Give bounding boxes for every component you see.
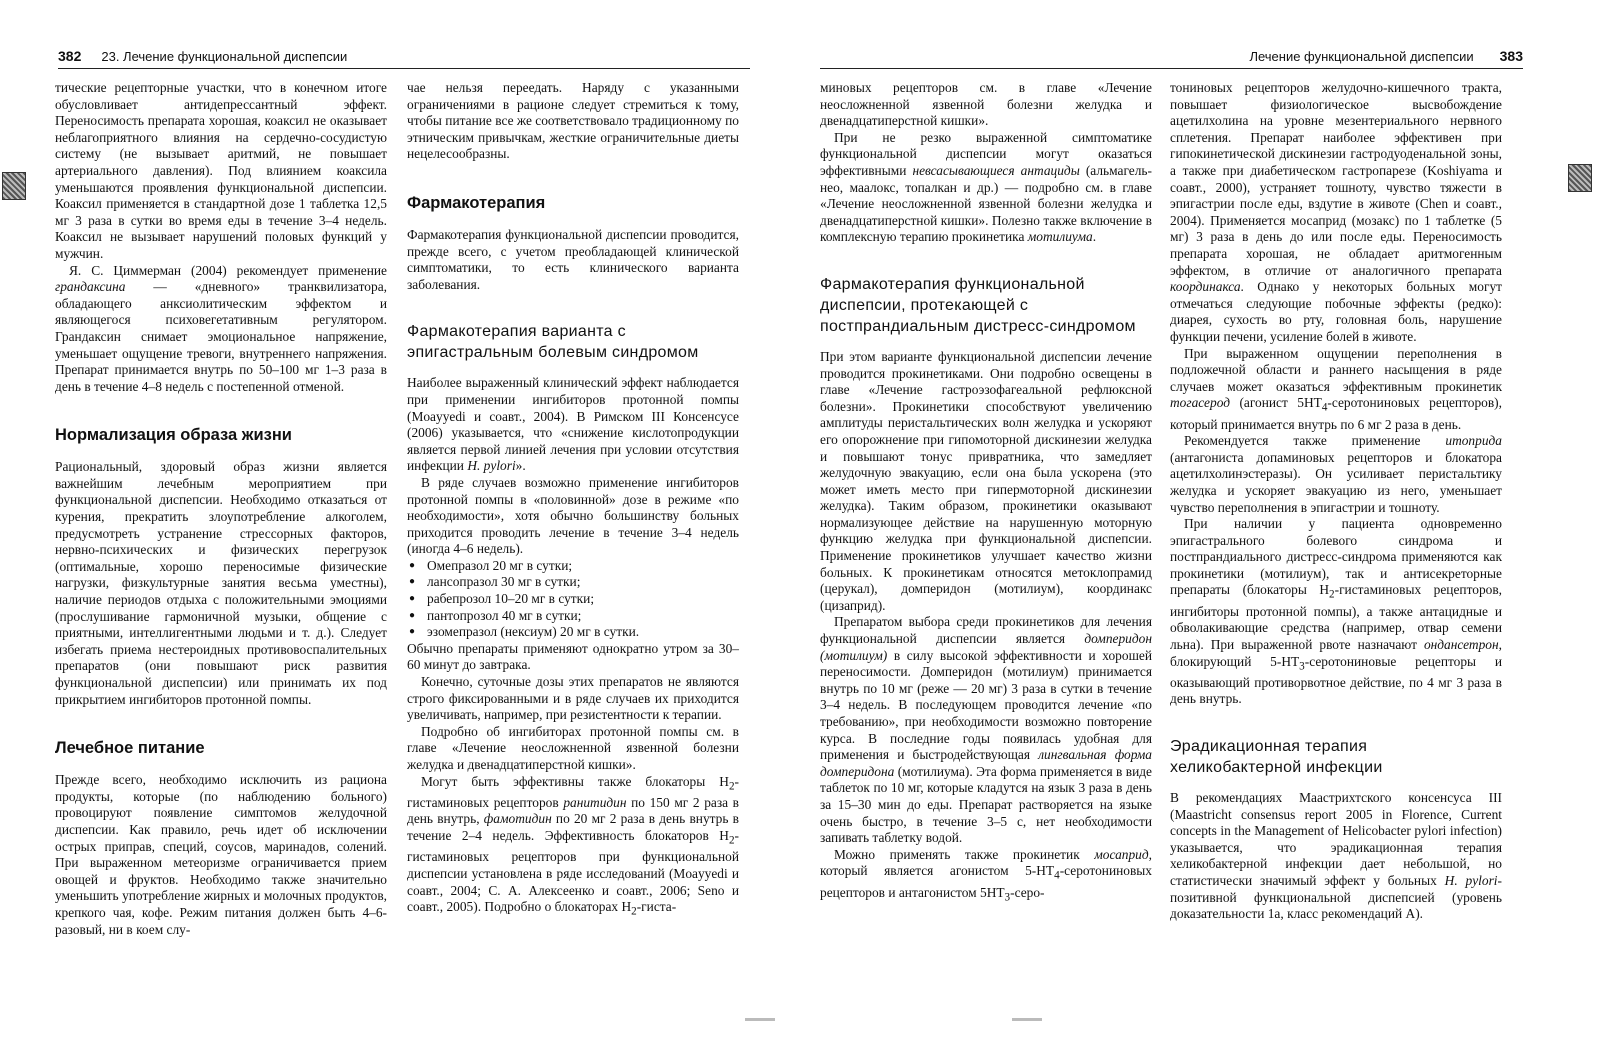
bottom-mark xyxy=(1012,1018,1042,1021)
right-column-2 xyxy=(1170,80,1502,923)
paragraph: тониновых рецепторов желудочно-кишечного тракта, повышает физиологическое высвобождение ацетилхолина на уровне мезентериального нервного сплетения. Препарат наиболее эффективен при гипокинетической дискинезии гастродуоденальной зоны, а также при диабетическом гастропарезе (Koshiyama и соавт., 2000), устраняет тошноту, чувство тяжести в эпигастрии после еды, вздутие в животе (Chen и соавт., 2004). Применяется мосаприд (мозакс) по 1 таблетке (5 мг) 3 раза в день до или после еды. Переносимость препарата хорошая, не обладает аритмогенным эффектом, в отличие от аналогичного препарата координакса. Однако у некоторых больных могут отмечаться следующие побочные эффекты (редко): диарея, сухость во рту, головная боль, нарушение функции печени, усиление болей в животе. xyxy=(1170,80,1502,344)
heading-eradication: Эрадикационная терапия хеликобактерной инфекции xyxy=(1170,737,1383,776)
list-item: ● пантопрозол 40 мг в сутки; xyxy=(407,608,739,625)
header-rule-right xyxy=(820,68,1523,69)
page-number-right: 383 xyxy=(1499,48,1523,64)
right-page xyxy=(810,0,1600,1045)
thumb-index-mark-right xyxy=(1568,164,1592,192)
bottom-mark xyxy=(745,1018,775,1021)
header-rule-left xyxy=(58,68,750,69)
paragraph: Обычно препараты применяют однократно утром за 30–60 минут до завтрака. xyxy=(407,640,739,673)
left-column-1 xyxy=(55,80,387,938)
paragraph: тические рецепторные участки, что в конечном итоге обусловливает антидепрессантный эффект. Переносимость препарата хорошая, коаксил не оказывает неблагоприятного влияния на сердечно-сосудистую систему (не вызывает аритмий, не повышает артериального давления). Под влиянием коаксила уменьшаются проявления функциональной диспепсии. Коаксил применяется в стандартной дозе 1 таблетка 12,5 мг 3 раза в сутки во время еды в течение 3–4 недель. Коаксил не вызывает нарушений половых функций у мужчин. xyxy=(55,80,387,261)
paragraph: Могут быть эффективны также блокаторы $H_2$-гистаминовых рецепторов ранитидин по 150 мг 2 раза в день внутрь, фамотидин по 20 мг 2 раза в день внутрь в течение 2–4 недель. Эффективность блокаторов $H_2$-гистаминовых рецепторов при функциональной диспепсии установлена в ряде исследований (Moayyedi и соавт., 2004; С. А. Алексеенко и соавт., 2006; Seno и соавт., 2005). Подробно о блокаторах $H_2-гиста-$ xyxy=(407,773,740,918)
heading-epigastric-variant: Фармакотерапия варианта с эпигастральным болевым синдромом xyxy=(407,323,699,362)
drug-list xyxy=(407,558,739,641)
paragraph: В ряде случаев возможно применение ингибиторов протонной помпы в «половинной» дозе в режиме «по необходимости», хотя обычно большинству больных приходится проводить лечение в течение 3–4 недель (иногда 4–6 недель). xyxy=(407,474,739,557)
paragraph: Препаратом выбора среди прокинетиков для лечения функциональной диспепсии является домперидон (мотилиум) в силу высокой эффективности и хорошей переносимости. Домперидон (мотилиум) принимается внутрь по 10 мг (реже — 20 мг) 3 раза в сутки в течение 3–4 недель. В последующем проводится лечение «по требованию», при необходимости возможно повторение курса. В последние годы появилась удобная для применения и быстродействующая лингвальная форма домперидона (мотилиума). Эта форма применяется в виде таблеток по 10 мг, которые кладутся на язык 3 раза в день за 15–30 мин до еды. Препарат растворяется на языке очень быстро, в течение 3–5 с, нет необходимости запивать таблетку водой. xyxy=(820,614,1152,846)
paragraph: При не резко выраженной симптоматике функциональной диспепсии могут оказаться эффективными невсасывающиеся антациды (альмагель-нео, маалокс, топалкан и др.) — подробно см. в главе «Лечение неосложненной язвенной болезни желудка и двенадцатиперстной кишки». Полезно также включение в комплексную терапию прокинетика мотилиума. xyxy=(820,129,1152,245)
paragraph: Рекомендуется также применение итоприда (антагониста допаминовых рецепторов и блокатора ацетилхолинэстеразы). Он усиливает перистальтику желудка и ускоряет эвакуацию из него, уменьшает чувство переполнения в эпигастрии и тошноту. xyxy=(1170,433,1502,515)
paragraph: В рекомендациях Маастрихтского консенсуса III (Maastricht consensus report 2005 in Florence, Current concepts in the Management of Helicobacter pylori infection) указывается, что эрадикационная терапия хеликобактерной инфекции дает небольшой, но статистически значимый эффект у больных H. pylori-позитивной функциональной диспепсией (уровень доказательности 1а, класс рекомендаций А). xyxy=(1170,789,1502,922)
right-column-1 xyxy=(820,80,1152,906)
page-number-left: 382 xyxy=(58,48,82,64)
running-head-right xyxy=(820,48,1523,70)
paragraph: Фармакотерапия функциональной диспепсии проводится, прежде всего, с учетом преобладающей клинической симптоматики, то есть клинического варианта заболевания. xyxy=(407,226,739,292)
running-head-left xyxy=(58,48,750,70)
left-column-2 xyxy=(407,80,739,920)
list-item: ● Омепразол 20 мг в сутки; xyxy=(407,558,739,575)
paragraph: Конечно, суточные дозы этих препаратов не являются строго фиксированными и в ряде случаев их приходится увеличивать, например, при резистентности к терапии. xyxy=(407,674,739,723)
paragraph: Рациональный, здоровый образ жизни является важнейшим лечебным мероприятием при функциональной диспепсии. Необходимо отказаться от курения, прекратить злоупотребление алкоголем, предусмотреть устранение стрессорных факторов, нервно-психических и физических перегрузок (оптимальные, хорошо переносимые физические нагрузки, физкультурные занятия весьма уместны), наличие периодов отдыха с положительными эмоциями (прослушивание гармоничной музыки, общение с приятными, интеллигентными людьми и т. д.). Следует избегать приема нестероидных противовоспалительных препаратов (они повышают риск развития функциональной диспепсии) или принимать их под прикрытием ингибиторов протонной помпы. xyxy=(55,459,387,707)
chapter-title-right: Лечение функциональной диспепсии xyxy=(1249,49,1474,64)
paragraph: Прежде всего, необходимо исключить из рациона продукты, которые (по наблюдению больного) провоцируют появление симптомов желудочной диспепсии. Как правило, речь идет об исключении острых приправ, специй, соусов, маринадов, солений. При выраженном метеоризме ограничивается прием овощей и фруктов. Необходимо также значительно уменьшить употребление жирных и молочных продуктов, крепкого чая, кофе. Режим питания должен быть 4–6-разовый, ни в коем слу- xyxy=(55,772,387,937)
chapter-title-left: 23. Лечение функциональной диспепсии xyxy=(101,49,348,64)
heading-pharmacotherapy: Фармакотерапия xyxy=(407,193,546,212)
list-item: ● эзомепразол (нексиум) 20 мг в сутки. xyxy=(407,624,739,641)
list-item: ● рабепрозол 10–20 мг в сутки; xyxy=(407,591,739,608)
paragraph: чае нельзя переедать. Наряду с указанными ограничениями в рационе следует стремиться к тому, чтобы питание все же соответствовало традиционному по этническим привычкам, жесткие ограничительные диеты нецелесообразны. xyxy=(407,80,739,162)
heading-lifestyle: Нормализация образа жизни xyxy=(55,426,292,445)
heading-postprandial-variant: Фармакотерапия функциональной диспепсии, протекающей с постпрандиальным дистресс-синдромом xyxy=(820,275,1136,335)
heading-diet: Лечебное питание xyxy=(55,739,205,758)
paragraph: При выраженном ощущении переполнения в подложечной области и раннего насыщения в ряде случаев может оказаться эффективным прокинетик тогасерод (агонист $5HT_4$-серотониновых рецепторов), который принимается внутрь по 6 мг 2 раза в день. xyxy=(1170,345,1502,432)
paragraph: При этом варианте функциональной диспепсии лечение проводится прокинетиками. Они подробно освещены в главе «Лечение гастроэзофагеальной рефлюксной болезни». Прокинетики способствуют увеличению амплитуды перистальтических волн желудка и ускоряют его опорожнение при гипомоторной дискинезии желудка и повышают тонус привратника, что замедляет желудочную эвакуацию, если она была ускорена (это может иметь место при гипермоторной дискинезии желудка). Таким образом, прокинетики оказывают нормализующее действие на нарушенную моторную функцию желудка при функциональной диспепсии. Применение прокинетиков улучшает качество жизни больных. К прокинетикам относятся метоклопрамид (церукал), домперидон (мотилиум), координакс (цизаприд). xyxy=(820,348,1152,613)
paragraph: При наличии у пациента одновременно эпигастрального болевого синдрома и постпрандиального дистресс-синдрома применяются как прокинетики (мотилиум), так и антисекреторные препараты (блокаторы $H_2$-гистаминовых рецепторов, ингибиторы протонной помпы), а также антацидные и обволакивающие средства (например, отвар семени льна). При выраженной рвоте назначают ондансетрон, блокирующий $5-HT_3$-серотониновые рецепторы и оказывающий противорвотное действие, по 4 мг 3 раза в день внутрь. xyxy=(1170,516,1502,707)
paragraph: Наиболее выраженный клинический эффект наблюдается при применении ингибиторов протонной помпы (Moayyedi и соавт., 2004). В Римском III Консенсусе (2006) указывается, что «снижение кислотопродукции является первой линией лечения при условии отсутствия инфекции H. pylori». xyxy=(407,375,739,474)
left-page xyxy=(0,0,790,1045)
paragraph: Я. С. Циммерман (2004) рекомендует применение грандаксина — «дневного» транквилизатора, обладающего анксиолитическим эффектом и являющегося психовегетативным регулятором. Грандаксин снимает эмоциональное напряжение, уменьшает ощущение тревоги, внутреннего напряжения. Препарат принимается внутрь по 50–100 мг 1–3 раза в день в течение 4–8 недель с постепенной отменой. xyxy=(55,262,387,394)
paragraph: Подробно об ингибиторах протонной помпы см. в главе «Лечение неосложненной язвенной болезни желудка и двенадцатиперстной кишки». xyxy=(407,723,739,772)
paragraph: Можно применять также прокинетик мосаприд, который является агонистом $5-HT_4$-серотониновых рецепторов и антагонистом $5HT_3-серо-$ xyxy=(820,846,1152,904)
list-item: ● лансопразол 30 мг в сутки; xyxy=(407,574,739,591)
thumb-index-mark-left xyxy=(2,172,26,200)
paragraph: миновых рецепторов см. в главе «Лечение неосложненной язвенной болезни желудка и двенадцатиперстной кишки». xyxy=(820,80,1152,129)
